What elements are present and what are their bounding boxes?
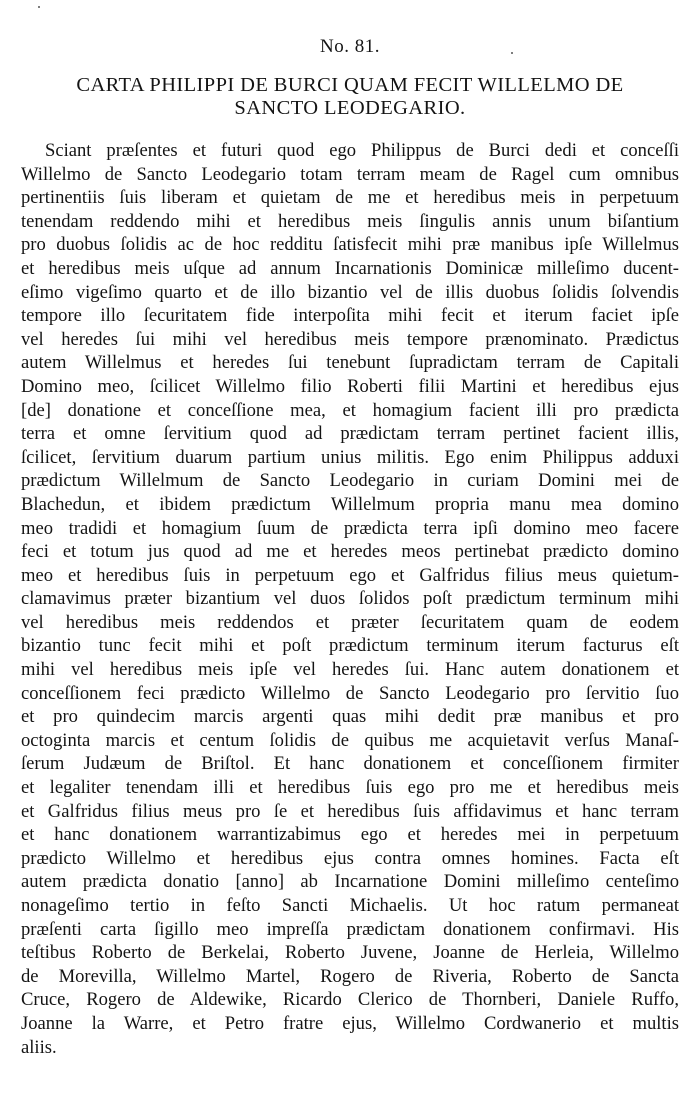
charter-text: [21, 139, 679, 1059]
text-line: vel heredibus meis reddendos et præter ſecuritatem quam de eodem: [21, 611, 679, 633]
text-line: meo et heredibus ſuis in perpetuum ego et Galfridus filius meus quietum-: [21, 564, 679, 586]
text-line: [de] donatione et conceſſione mea, et homagium facient illi pro prædicta: [21, 399, 679, 421]
text-line: pertinentiis ſuis liberam et quietam de me et heredibus meis in perpetuum: [21, 187, 679, 209]
text-line: et legaliter tenendam illi et heredibus ſuis ego pro me et heredibus meis: [21, 777, 679, 799]
text-line: Willelmo de Sancto Leodegario totam terram meam de Ragel cum omnibus: [21, 163, 679, 185]
text-line: ſerum Judæum de Briſtol. Et hanc donationem et conceſſionem firmiter: [21, 753, 679, 775]
text-line: præſenti carta ſigillo meo impreſſa prædictam donationem confirmavi. His: [21, 918, 679, 940]
text-line: et pro quindecim marcis argenti quas mihi dedit præ manibus et pro: [21, 706, 679, 728]
text-line: clamavimus præter bizantium vel duos ſolidos poſt prædictum terminum mihi: [21, 588, 679, 610]
text-line: pro duobus ſolidis ac de hoc redditu ſatisfecit mihi præ manibus ipſe Willelmus: [21, 234, 679, 256]
text-line: et heredibus meis uſque ad annum Incarnationis Dominicæ milleſimo ducent-: [21, 257, 679, 279]
text-line: et hanc donationem warrantizabimus ego et heredes mei in perpetuum: [21, 824, 679, 846]
charter-title-line-1: CARTA PHILIPPI DE BURCI QUAM FECIT WILLELMO DE: [76, 74, 624, 96]
charter-title: [22, 74, 678, 120]
text-line: prædictum Willelmum de Sancto Leodegario in curiam Domini mei de: [21, 470, 679, 492]
text-line: nonageſimo tertio in feſto Sancti Michaelis. Ut hoc ratum permaneat: [21, 895, 679, 916]
text-line: mihi vel heredibus meis ipſe vel heredes ſui. Hanc autem donationem et: [21, 659, 679, 681]
text-line: Cruce, Rogero de Aldewike, Ricardo Clerico de Thornberi, Daniele Ruffo,: [21, 989, 679, 1011]
charter-number: No. 81.: [320, 36, 380, 57]
text-line: eſimo vigeſimo quarto et de illo bizantio vel de illis duobus ſolidis ſolvendis: [21, 281, 679, 303]
text-line: Domino meo, ſcilicet Willelmo filio Roberti filii Martini et heredibus ejus: [21, 375, 679, 397]
text-line: conceſſionem feci prædicto Willelmo de Sancto Leodegario pro ſervitio ſuo: [21, 682, 679, 704]
text-line: bizantio tunc fecit mihi et poſt prædictum terminum iterum facturus eſt: [21, 635, 679, 657]
text-line: feci et totum jus quod ad me et heredes meos pertinebat prædicto domino: [21, 541, 679, 563]
text-line: terra et omne ſervitium quod ad prædictam terram pertinet facient illis,: [21, 423, 679, 445]
text-line: et Galfridus filius meus pro ſe et heredibus ſuis affidavimus et hanc terram: [21, 800, 679, 822]
text-line: de Morevilla, Willelmo Martel, Rogero de Riveria, Roberto de Sancta: [21, 965, 679, 987]
text-line: autem prædicta donatio [anno] ab Incarnatione Domini milleſimo centeſimo: [21, 871, 679, 893]
text-line: Sciant præſentes et futuri quod ego Philippus de Burci dedi et conceſſi: [45, 140, 679, 161]
charter-title-line-2: SANCTO LEODEGARIO.: [234, 97, 466, 119]
text-line: tempore illo ſecuritatem fide interpoſita mihi fecit et iterum faciet ipſe: [21, 305, 679, 327]
text-line: octoginta marcis et centum ſolidis de quibus me acquietavit verſus Manaſ-: [21, 729, 679, 751]
text-line: meo tradidi et homagium ſuum de prædicta terra ipſi domino meo facere: [21, 517, 679, 539]
text-line: prædicto Willelmo et heredibus ejus contra omnes homines. Facta eſt: [21, 847, 679, 869]
text-line: ſcilicet, ſervitium duarum partium unius militis. Ego enim Philippus adduxi: [21, 446, 679, 468]
text-line: tenendam reddendo mihi et heredibus meis ſingulis annis unum biſantium: [21, 210, 679, 232]
text-line: teſtibus Roberto de Berkelai, Roberto Juvene, Joanne de Herleia, Willelmo: [21, 942, 679, 964]
text-line: Blachedun, et ibidem prædictum Willelmum propria manu mea domino: [21, 493, 679, 515]
text-line: aliis.: [21, 1036, 57, 1058]
text-line: autem Willelmus et heredes ſui tenebunt ſupradictam terram de Capitali: [21, 352, 679, 374]
text-line: Joanne la Warre, et Petro fratre ejus, Willelmo Cordwanerio et multis: [21, 1012, 679, 1034]
print-speck: [38, 6, 40, 8]
text-line: vel heredes ſui mihi vel heredibus meis tempore prænominato. Prædictus: [21, 328, 679, 350]
